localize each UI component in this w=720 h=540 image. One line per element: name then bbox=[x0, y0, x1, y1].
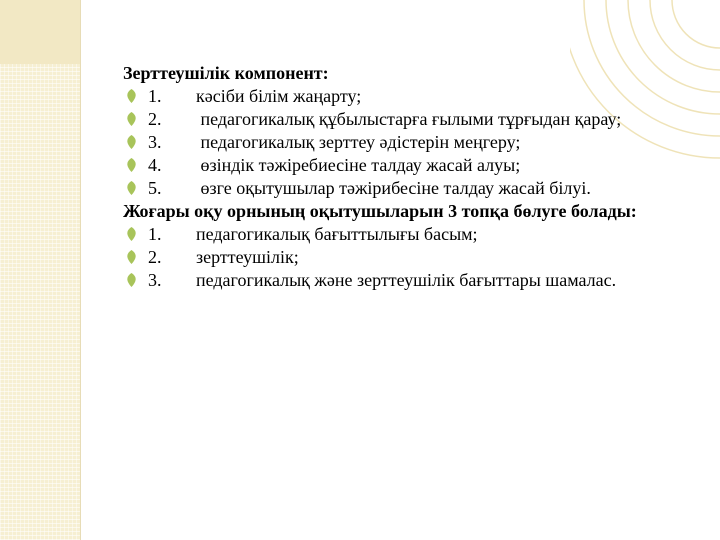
item-text: педагогикалық зерттеу әдістерін меңгеру; bbox=[196, 132, 521, 152]
item-number: 5. bbox=[148, 178, 162, 198]
leaf-bullet-icon bbox=[125, 112, 138, 126]
item-number: 1. bbox=[148, 86, 162, 106]
item-number: 3. bbox=[148, 132, 162, 152]
decorative-top-band bbox=[0, 0, 80, 64]
decorative-left-band bbox=[0, 0, 80, 540]
section2-heading: Жоғары оқу орнының оқытушыларын 3 топқа бөлуге болады: bbox=[123, 201, 637, 221]
item-text: педагогикалық бағыттылығы басым; bbox=[196, 224, 478, 244]
list-item bbox=[123, 269, 703, 292]
item-text: кәсіби білім жаңарту; bbox=[196, 86, 362, 106]
item-text: өзге оқытушылар тәжірибесіне талдау жасай білуі. bbox=[196, 178, 591, 198]
list-item bbox=[123, 223, 703, 246]
list-item bbox=[123, 154, 703, 177]
item-text: педагогикалық құбылыстарға ғылыми тұрғыдан қарау; bbox=[196, 109, 622, 129]
list-item bbox=[123, 177, 703, 200]
leaf-bullet-icon bbox=[125, 273, 138, 287]
item-text: өзіндік тәжіребиесіне талдау жасай алуы; bbox=[196, 155, 521, 175]
item-number: 2. bbox=[148, 247, 162, 267]
leaf-bullet-icon bbox=[125, 158, 138, 172]
item-number: 3. bbox=[148, 270, 162, 290]
list-item bbox=[123, 108, 703, 131]
leaf-bullet-icon bbox=[125, 89, 138, 103]
leaf-bullet-icon bbox=[125, 250, 138, 264]
list-item bbox=[123, 246, 703, 269]
section1-heading: Зерттеушілік компонент: bbox=[123, 63, 329, 83]
decorative-band-edge bbox=[80, 0, 81, 540]
slide-content bbox=[123, 62, 703, 292]
leaf-bullet-icon bbox=[125, 227, 138, 241]
item-number: 1. bbox=[148, 224, 162, 244]
item-text: зерттеушілік; bbox=[196, 247, 299, 267]
leaf-bullet-icon bbox=[125, 181, 138, 195]
list-item bbox=[123, 131, 703, 154]
item-number: 2. bbox=[148, 109, 162, 129]
item-number: 4. bbox=[148, 155, 162, 175]
item-text: педагогикалық және зерттеушілік бағыттары шамалас. bbox=[196, 270, 617, 290]
list-item bbox=[123, 85, 703, 108]
leaf-bullet-icon bbox=[125, 135, 138, 149]
